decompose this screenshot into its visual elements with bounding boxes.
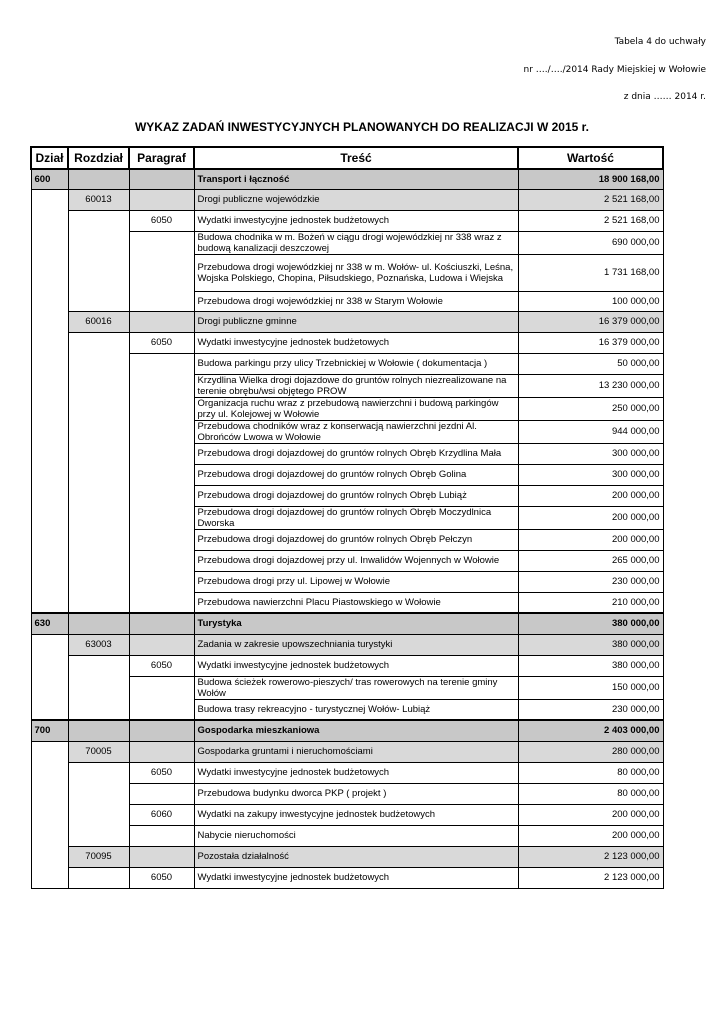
cell-rozdzial [68,443,129,464]
cell-paragraf [129,592,194,613]
table-row [31,311,663,332]
cell-tresc: Zadania w zakresie upowszechniania turystyki [194,634,518,655]
cell-paragraf [129,550,194,571]
col-header-tresc: Treść [194,147,518,169]
cell-paragraf [129,464,194,485]
cell-paragraf [129,353,194,374]
table-row [31,655,663,676]
cell-dzial [31,804,68,825]
cell-paragraf [129,291,194,311]
table-row [31,783,663,804]
table-row [31,443,663,464]
cell-wartosc: 80 000,00 [518,783,663,804]
cell-tresc: Przebudowa budynku dworca PKP ( projekt ) [194,783,518,804]
cell-wartosc: 250 000,00 [518,397,663,420]
cell-rozdzial [68,291,129,311]
table-row [31,420,663,443]
cell-dzial: 600 [31,169,68,189]
cell-dzial [31,655,68,676]
table-row [31,762,663,783]
cell-wartosc: 230 000,00 [518,699,663,720]
cell-tresc: Nabycie nieruchomości [194,825,518,846]
table-row [31,374,663,397]
cell-rozdzial [68,720,129,741]
cell-rozdzial [68,571,129,592]
cell-tresc: Przebudowa drogi dojazdowej do gruntów rolnych Obręb Moczydlnica Dworska [194,506,518,529]
cell-paragraf [129,741,194,762]
cell-rozdzial [68,374,129,397]
cell-dzial [31,867,68,888]
cell-paragraf [129,676,194,699]
cell-paragraf [129,529,194,550]
cell-tresc: Przebudowa drogi dojazdowej do gruntów rolnych Obręb Krzydlina Mała [194,443,518,464]
cell-rozdzial [68,676,129,699]
cell-dzial [31,676,68,699]
cell-wartosc: 13 230 000,00 [518,374,663,397]
cell-tresc: Przebudowa nawierzchni Placu Piastowskiego w Wołowie [194,592,518,613]
cell-paragraf [129,254,194,291]
cell-wartosc: 380 000,00 [518,613,663,634]
table-row [31,254,663,291]
table-header-row [31,147,663,169]
col-header-rozdzial: Rozdział [68,147,129,169]
table-row [31,804,663,825]
cell-dzial [31,550,68,571]
cell-wartosc: 230 000,00 [518,571,663,592]
cell-wartosc: 200 000,00 [518,804,663,825]
cell-tresc: Wydatki na zakupy inwestycyjne jednostek budżetowych [194,804,518,825]
cell-tresc: Wydatki inwestycyjne jednostek budżetowych [194,332,518,353]
cell-dzial [31,592,68,613]
cell-dzial [31,231,68,254]
cell-dzial [31,634,68,655]
table-row [31,634,663,655]
cell-tresc: Przebudowa drogi dojazdowej do gruntów rolnych Obręb Lubiąż [194,485,518,506]
cell-dzial [31,210,68,231]
cell-rozdzial [68,254,129,291]
cell-dzial [31,374,68,397]
cell-wartosc: 150 000,00 [518,676,663,699]
cell-rozdzial [68,655,129,676]
cell-dzial [31,189,68,210]
cell-tresc: Wydatki inwestycyjne jednostek budżetowych [194,210,518,231]
cell-wartosc: 2 123 000,00 [518,867,663,888]
cell-paragraf [129,634,194,655]
cell-rozdzial [68,762,129,783]
cell-paragraf: 6050 [129,655,194,676]
table-row [31,485,663,506]
cell-rozdzial [68,464,129,485]
cell-dzial: 700 [31,720,68,741]
table-row [31,741,663,762]
cell-tresc: Przebudowa chodników wraz z konserwacją nawierzchni jezdni Al. Obrońców Lwowa w Wołowie [194,420,518,443]
cell-rozdzial: 63003 [68,634,129,655]
cell-wartosc: 18 900 168,00 [518,169,663,189]
cell-tresc: Budowa chodnika w m. Bożeń w ciągu drogi wojewódzkiej nr 338 wraz z budową kanalizacji deszczowej [194,231,518,254]
cell-tresc: Przebudowa drogi dojazdowej przy ul. Inwalidów Wojennych w Wołowie [194,550,518,571]
cell-tresc: Budowa trasy rekreacyjno - turystycznej Wołów- Lubiąż [194,699,518,720]
cell-wartosc: 2 521 168,00 [518,210,663,231]
cell-rozdzial [68,867,129,888]
cell-rozdzial [68,332,129,353]
cell-tresc: Organizacja ruchu wraz z przebudową nawierzchni i budową parkingów przy ul. Kolejowej w Wołowie [194,397,518,420]
cell-dzial [31,825,68,846]
cell-tresc: Przebudowa drogi dojazdowej do gruntów rolnych Obręb Pełczyn [194,529,518,550]
cell-tresc: Budowa parkingu przy ulicy Trzebnickiej w Wołowie ( dokumentacja ) [194,353,518,374]
cell-paragraf [129,397,194,420]
cell-tresc: Pozostała działalność [194,846,518,867]
cell-paragraf [129,169,194,189]
resolution-table-number: Tabela 4 do uchwały [614,37,706,47]
cell-wartosc: 80 000,00 [518,762,663,783]
cell-paragraf [129,506,194,529]
table-body [31,169,663,888]
cell-wartosc: 16 379 000,00 [518,332,663,353]
cell-dzial: 630 [31,613,68,634]
cell-tresc: Wydatki inwestycyjne jednostek budżetowych [194,762,518,783]
cell-paragraf [129,720,194,741]
cell-tresc: Drogi publiczne gminne [194,311,518,332]
cell-rozdzial [68,397,129,420]
cell-rozdzial [68,699,129,720]
cell-paragraf [129,783,194,804]
cell-wartosc: 265 000,00 [518,550,663,571]
cell-paragraf: 6060 [129,804,194,825]
table-row [31,291,663,311]
table-row [31,506,663,529]
col-header-wartosc: Wartość [518,147,663,169]
cell-rozdzial: 60013 [68,189,129,210]
cell-tresc: Przebudowa drogi dojazdowej do gruntów rolnych Obręb Golina [194,464,518,485]
table-row [31,169,663,189]
table-row [31,231,663,254]
table-row [31,846,663,867]
table-row [31,210,663,231]
resolution-date: z dnia …… 2014 r. [623,92,706,102]
cell-wartosc: 200 000,00 [518,529,663,550]
cell-dzial [31,762,68,783]
cell-dzial [31,485,68,506]
cell-paragraf [129,571,194,592]
cell-rozdzial [68,529,129,550]
table-row [31,592,663,613]
cell-tresc: Transport i łączność [194,169,518,189]
cell-wartosc: 2 521 168,00 [518,189,663,210]
cell-tresc: Gospodarka gruntami i nieruchomościami [194,741,518,762]
col-header-paragraf: Paragraf [129,147,194,169]
cell-tresc: Turystyka [194,613,518,634]
cell-wartosc: 50 000,00 [518,353,663,374]
cell-tresc: Drogi publiczne wojewódzkie [194,189,518,210]
resolution-number: nr …./…./2014 Rady Miejskiej w Wołowie [523,65,706,75]
cell-wartosc: 2 403 000,00 [518,720,663,741]
cell-paragraf [129,374,194,397]
cell-dzial [31,443,68,464]
cell-paragraf: 6050 [129,867,194,888]
cell-rozdzial [68,783,129,804]
cell-rozdzial [68,550,129,571]
table-row [31,613,663,634]
table-row [31,464,663,485]
cell-wartosc: 100 000,00 [518,291,663,311]
cell-dzial [31,311,68,332]
table-row [31,867,663,888]
cell-wartosc: 1 731 168,00 [518,254,663,291]
cell-rozdzial [68,169,129,189]
table-row [31,397,663,420]
cell-dzial [31,254,68,291]
cell-paragraf [129,189,194,210]
page-title: WYKAZ ZADAŃ INWESTYCYJNYCH PLANOWANYCH DO REALIZACJI W 2015 r. [134,120,590,134]
cell-dzial [31,571,68,592]
cell-wartosc: 2 123 000,00 [518,846,663,867]
cell-wartosc: 16 379 000,00 [518,311,663,332]
table-row [31,676,663,699]
cell-rozdzial: 70095 [68,846,129,867]
cell-paragraf [129,420,194,443]
cell-rozdzial [68,506,129,529]
cell-rozdzial [68,231,129,254]
cell-rozdzial [68,592,129,613]
cell-wartosc: 300 000,00 [518,443,663,464]
cell-paragraf: 6050 [129,210,194,231]
cell-paragraf [129,231,194,254]
cell-dzial [31,846,68,867]
table-row [31,353,663,374]
cell-dzial [31,529,68,550]
cell-dzial [31,699,68,720]
cell-rozdzial [68,804,129,825]
cell-paragraf [129,846,194,867]
cell-paragraf [129,699,194,720]
investment-table [30,146,664,889]
cell-paragraf [129,613,194,634]
cell-rozdzial [68,420,129,443]
cell-tresc: Gospodarka mieszkaniowa [194,720,518,741]
table-row [31,720,663,741]
cell-wartosc: 280 000,00 [518,741,663,762]
cell-paragraf: 6050 [129,762,194,783]
cell-rozdzial: 60016 [68,311,129,332]
table-row [31,529,663,550]
cell-dzial [31,291,68,311]
cell-dzial [31,420,68,443]
cell-wartosc: 200 000,00 [518,825,663,846]
cell-tresc: Przebudowa drogi wojewódzkiej nr 338 w Starym Wołowie [194,291,518,311]
cell-dzial [31,397,68,420]
cell-dzial [31,464,68,485]
table-row [31,699,663,720]
table-row [31,825,663,846]
cell-dzial [31,353,68,374]
cell-dzial [31,332,68,353]
cell-paragraf [129,825,194,846]
cell-dzial [31,783,68,804]
cell-tresc: Przebudowa drogi przy ul. Lipowej w Wołowie [194,571,518,592]
cell-tresc: Wydatki inwestycyjne jednostek budżetowych [194,655,518,676]
cell-tresc: Krzydlina Wielka drogi dojazdowe do gruntów rolnych niezrealizowane na terenie obrębu/wsi objętego PROW [194,374,518,397]
cell-rozdzial: 70005 [68,741,129,762]
cell-wartosc: 690 000,00 [518,231,663,254]
cell-rozdzial [68,210,129,231]
cell-paragraf [129,485,194,506]
cell-rozdzial [68,613,129,634]
cell-paragraf: 6050 [129,332,194,353]
cell-rozdzial [68,485,129,506]
cell-rozdzial [68,825,129,846]
col-header-dzial: Dział [31,147,68,169]
cell-dzial [31,506,68,529]
cell-paragraf [129,311,194,332]
cell-wartosc: 380 000,00 [518,634,663,655]
cell-paragraf [129,443,194,464]
cell-wartosc: 944 000,00 [518,420,663,443]
cell-wartosc: 210 000,00 [518,592,663,613]
cell-wartosc: 380 000,00 [518,655,663,676]
table-row [31,332,663,353]
table-row [31,550,663,571]
cell-wartosc: 200 000,00 [518,485,663,506]
cell-wartosc: 300 000,00 [518,464,663,485]
cell-dzial [31,741,68,762]
cell-tresc: Przebudowa drogi wojewódzkiej nr 338 w m. Wołów- ul. Kościuszki, Leśna, Wojska Polskiego, Chopina, Piłsudskiego, Poznańska, Ludowa i Wiejska [194,254,518,291]
table-row [31,571,663,592]
table-row [31,189,663,210]
cell-tresc: Budowa ścieżek rowerowo-pieszych/ tras rowerowych na terenie gminy Wołów [194,676,518,699]
cell-rozdzial [68,353,129,374]
cell-tresc: Wydatki inwestycyjne jednostek budżetowych [194,867,518,888]
cell-wartosc: 200 000,00 [518,506,663,529]
